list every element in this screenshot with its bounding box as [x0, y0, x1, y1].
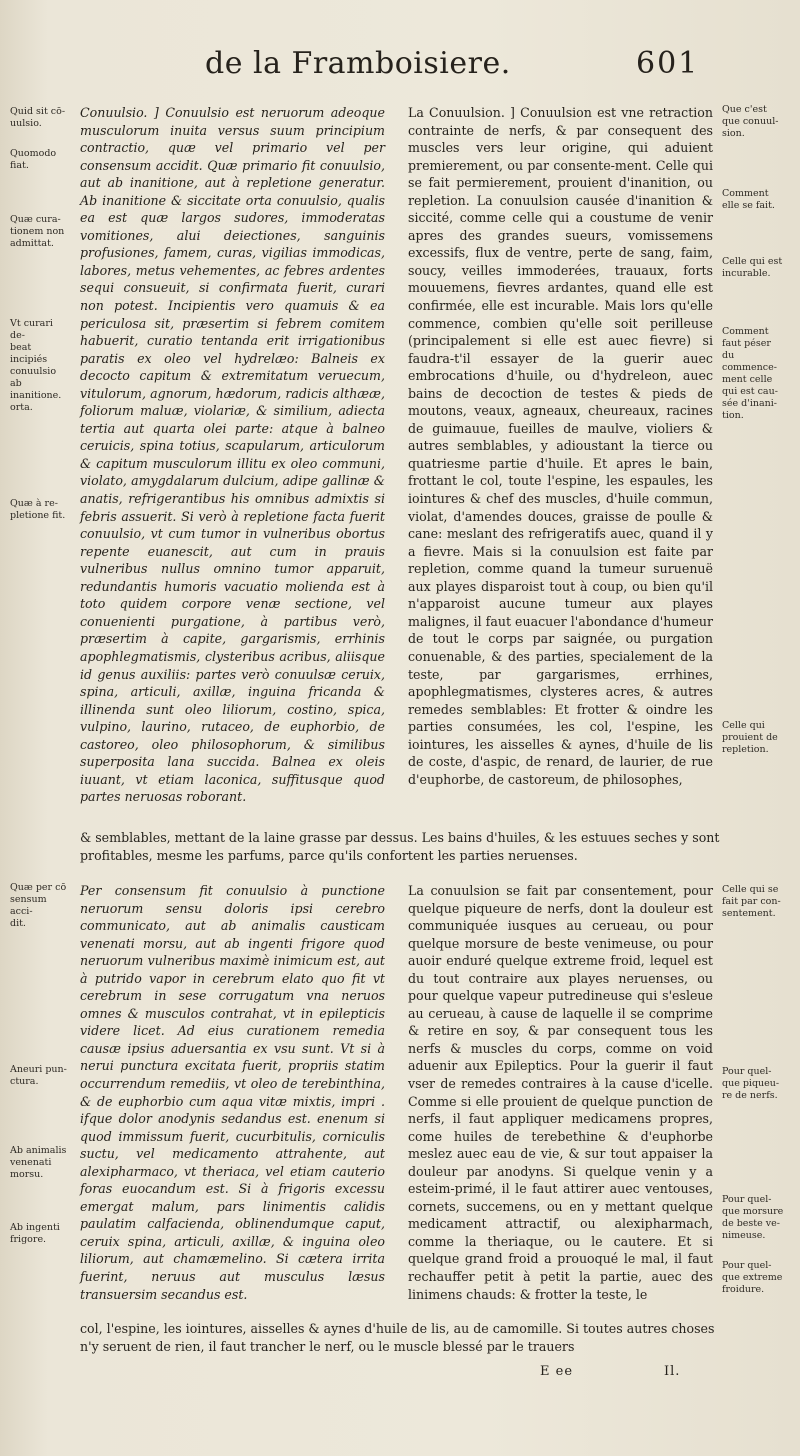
- page-header: [0, 44, 800, 92]
- french-column-section-2: La conuulsion se fait par consentement, pour quelque piqueure de nerfs, dont la douleur est communiquée iusques au cerueau, ou pour quelque morsure de beste venimeuse, ou pour auoir enduré quelque extreme froid, lequel est du tout contraire aux playes neruenses, ou pour quelque vapeur putredineuse qui s'esleue au cerueau, à cause de laquelle il se comprime & retire en soy, & par consequent tous les nerfs & muscles du corps, comme on void aduenir aux Epileptics. Pour la guerir il faut vser de remedes contraires à la cause d'icelle. Comme si elle prouient de quelque punction de nerfs, il faut appliquer medicamens propres, come huiles de terebethine & d'euphorbe meslez auec eau de vie, & sur tout appaiser la douleur par anodyns. Si quelque venin y a esteim-primé, il le faut attirer auec ventouses, cornets, succemens, ou en y mettant quelque medicament attractif, ou alexipharmach, comme la theriaque, ou le cautere. Et si quelque grand froid a prouoqué le mal, il faut rechauffer petit à petit la partie, auec des linimens chauds: & frotter la teste, le: [408, 883, 713, 1302]
- margin-note-right: Celle qui est incurable.: [722, 256, 783, 279]
- margin-note-right: Pour quel- que extreme froidure.: [722, 1260, 783, 1295]
- margin-note-left: Ab ingenti frigore.: [10, 1222, 60, 1245]
- margin-note-right: Que c'est que conuul- sion.: [722, 104, 779, 139]
- margin-note-left: Quid sit cō- uulsio.: [10, 106, 66, 129]
- full-width-paragraph-1: & semblables, mettant de la laine grasse par dessus. Les bains d'huiles, & les estuues seches y sont profitables, mesme les parfums, parce qu'ils confortent les parties neruenses.: [80, 830, 720, 863]
- margin-note-right: Celle qui se fait par con- sentement.: [722, 884, 781, 919]
- margin-note-left: Quomodo fiat.: [10, 148, 57, 171]
- margin-note-left: Quæ à re- pletione fit.: [10, 498, 66, 521]
- margin-note-right: Pour quel- que morsure de beste ve- nimeuse.: [722, 1194, 784, 1241]
- margin-note-left: Vt curari de- beat incipiés conuulsio ab inanitione. orta.: [10, 318, 62, 413]
- latin-column-section-1: Conuulsio. ] Conuulsio est neruorum adeoque musculorum inuita versus suum principium contractio, quæ vel primario vel per consensum accidit. Quæ primario fit conuulsio, aut ab inanitione, aut à repletione generatur. Ab inanitione & siccitate orta conuulsio, qualis ea est quæ largos sudores, immoderatas vomitiones, alui deiectiones, sanguinis profusiones, famem, curas, vigilias immodicas, labores, metus vehementes, ac febres ardentes sequi consueuit, si confirmata fuerit, curari non potest. Incipientis vero quamuis & ea periculosa sit, præsertim si febrem comitem habuerit, curatio tentanda erit irrigationibus paratis ex oleo vel hydrelæo: Balneis ex decocto capitum & extremitatum veruecum, vitulorum, agnorum, hædorum, radicis althææ, foliorum maluæ, violariæ, & similium, adiecta tertia aut quarta olei parte: atque à balneo ceruicis, spina totius, scapularum, articulorum & capitum musculorum illitu ex oleo communi, violato, amygdalarum dulcium, adipe gallinæ & anatis, refrigerantibus his omnibus admixtis si febris assuerit. Si verò à repletione facta fuerit conuulsio, vt cum tumor in vulneribus obortus repente euanescit, aut cum in prauis vulneribus nullus omnino tumor apparuit, redundantis humoris vacuatio molienda est à toto quidem corpore venæ sectione, vel conuenienti purgatione, à partibus verò, præsertim à capite, gargarismis, errhinis apophlegmatismis, clysteribus acribus, aliisque id genus auxiliis: partes verò conuulsæ ceruix, spina, articuli, axillæ, inguina fricanda & illinenda sunt oleo liliorum, costino, spica, vulpino, laurino, rutaceo, de euphorbio, de castoreo, oleo philosophorum, & similibus superposita lana succida. Balnea ex oleis iuuant, vt etiam laconica, suffitusque quod partes neruosas roborant.: [80, 105, 385, 805]
- signature-mark: E ee: [540, 1364, 574, 1379]
- margin-note-left: Aneuri pun- ctura.: [10, 1064, 67, 1087]
- margin-note-left: Quæ per cō sensum acci- dit.: [10, 882, 67, 929]
- margin-note-right: Comment elle se fait.: [722, 188, 775, 211]
- margin-note-left: Ab animalis venenati morsu.: [10, 1145, 67, 1180]
- latin-column-section-2: Per consensum fit conuulsio à punctione neruorum sensu doloris ipsi cerebro communicato, aut ab animalis causticam venenati morsu, aut ab ingenti frigore quod neruorum vulneribus maximè inimicum est, aut à putrido vapor in cerebrum elato quo fit vt cerebrum in sese corrugatum vna neruos omnes & musculos contrahat, vt in epilepticis videre licet. Ad eius curationem remedia causæ ipsius aduersantia ex vsu sunt. Vt si à nerui punctura excitata fuerit, propriis statim occurrendum remediis, vt oleo de terebinthina, & de euphorbio cum aqua vitæ mixtis, impri . ifque dolor anodynis sedandus est. enenum si quod immissum fuerit, cucurbitulis, corniculis suctu, vel medicamento attrahente, aut alexipharmaco, vt theriaca, vel etiam cauterio foras euocandum est. Si à frigoris excessu emergat malum, pars linimentis calidis paulatim calfacienda, oblinendumque caput, ceruix spina, articuli, axillæ, & inguina oleo liliorum, aut chamæmelino. Si cætera irrita fuerint, neruus aut musculus læsus transuersim secandus est.: [80, 883, 385, 1302]
- page-number: 601: [636, 46, 700, 81]
- margin-note-right: Celle qui prouient de repletion.: [722, 720, 778, 755]
- margin-note-right: Comment faut péser du commence- ment celle qui est cau- sée d'inani- tion.: [722, 326, 778, 421]
- margin-note-left: Quæ cura- tionem non admittat.: [10, 214, 65, 249]
- catchword: Il.: [664, 1364, 681, 1379]
- running-head: de la Framboisiere.: [205, 46, 511, 81]
- margin-note-right: Pour quel- que piqueu- re de nerfs.: [722, 1066, 780, 1101]
- full-width-paragraph-2: col, l'espine, les iointures, aisselles & aynes d'huile de lis, au de camomille. Si toutes autres choses n'y seruent de rien, il faut trancher le nerf, ou le muscle blessé par le trauers: [80, 1321, 715, 1354]
- french-column-section-1: La Conuulsion. ] Conuulsion est vne retraction contrainte de nerfs, & par consequent des muscles vers leur origine, qui aduient premierement, ou par consente-ment. Celle qui se fait permierement, prouient d'inanition, ou repletion. La conuulsion causée d'inanition & siccité, comme celle qui a coustume de venir apres des grandes sueurs, vomissemens excessifs, flux de ventre, perte de sang, faim, soucy, veilles immoderées, trauaux, forts mouuemens, fievres ardantes, quand elle est confirmée, elle est incurable. Mais lors qu'elle commence, combien qu'elle soit perilleuse (principalement si elle est auec fievre) si faudra-t'il essayer de la guerir auec embrocations d'huile, ou d'hydreleon, auec bains de decoction de testes & pieds de moutons, veaux, agneaux, cheureaux, racines de guimauue, fueilles de maulve, violiers & autres semblables, y adioustant la tierce ou quatriesme partie d'huile. Et apres le bain, frottant le col, toute l'espine, les espaules, les iointures & chef des muscles, d'huile commun, violat, d'amendes douces, graisse de poulle & cane: meslant des refrigeratifs auec, quand il y a fievre. Mais si la conuulsion est faite par repletion, comme quand la tumeur suruenuë aux playes disparoist tout à coup, ou bien qu'il n'apparoist aucune tumeur aux playes malignes, il faut euacuer l'abondance d'humeur de tout le corps par saignée, ou purgation conuenable, & des parties, specialement de la teste, par gargarismes, errhines, apophlegmatismes, clysteres acres, & autres remedes semblables: Et frotter & oindre les parties consumées, les col, l'espine, les iointures, les aisselles & aynes, d'huile de lis de coste, d'aspic, de renard, de laurier, de rue d'euphorbe, de castoreum, de philosophes,: [408, 105, 713, 787]
